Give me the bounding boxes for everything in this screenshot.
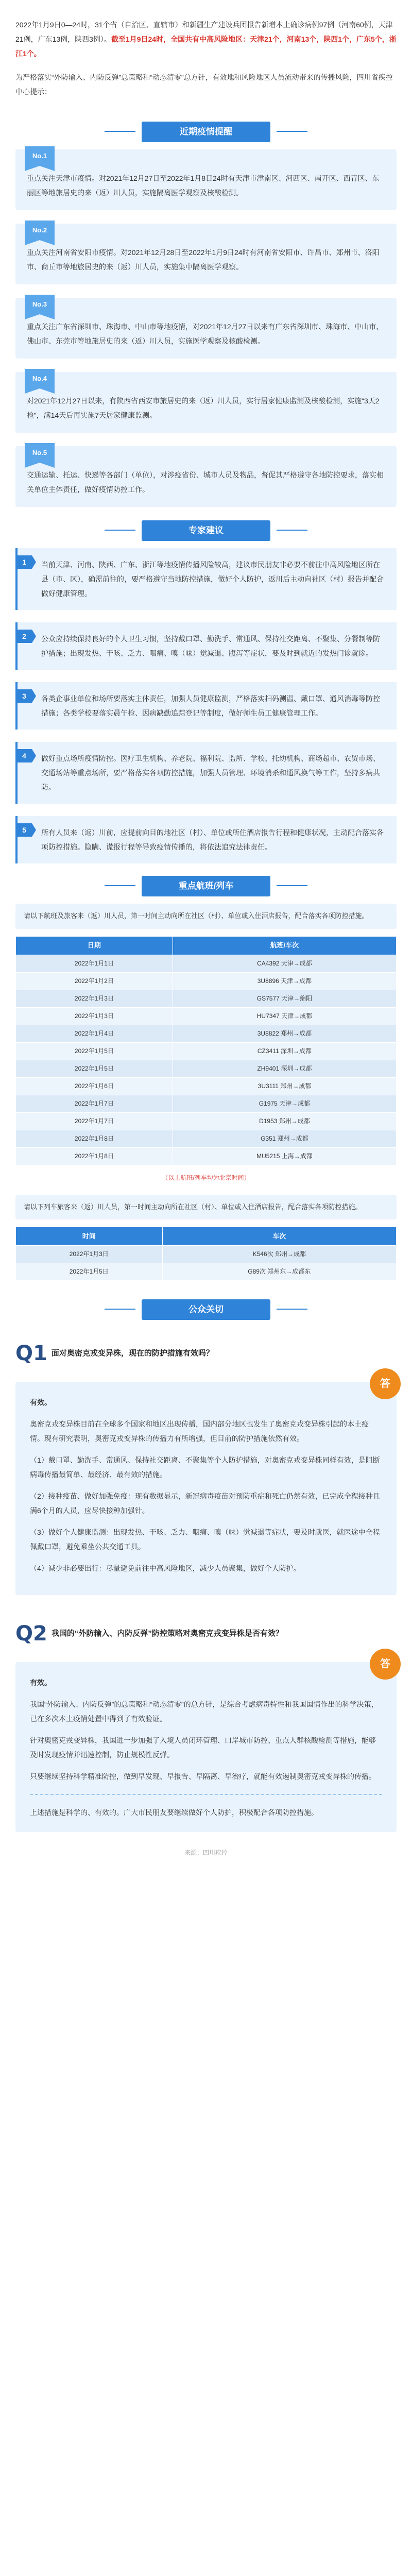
answer-paragraph: 只要继续坚持科学精准防控，做到早发现、早报告、早隔离、早治疗，就能有效遏制奥密克戎变异株的传播。 <box>30 1772 376 1781</box>
answer-paragraph: 我国“外防输入、内防反弹”的总策略和“动态清零”的总方针，是综合考虑病毒特性和我国国情作出的科学决策，已在多次本土疫情处置中得到了有效验证。 <box>30 1700 379 1723</box>
answer-paragraph: （1）戴口罩、勤洗手、常通风、保持社交距离、不聚集等个人防护措施，对奥密克戎变异株同样有效，是阻断病毒传播最简单、最经济、最有效的措施。 <box>30 1456 380 1479</box>
flights-intro: 请以下航班及旅客来（返）川人员，第一时间主动向所在社区（村）、单位或入住酒店报告，配合落实各项防控措施。 <box>15 904 397 929</box>
advice-text: 当前天津、河南、陕西、广东、浙江等地疫情传播风险较高，建议市民朋友非必要不前往中高风险地区所在县（市、区），确需前往的，要严格遵守当地防控措施，做好个人防护，返川后主动向社区（村）报告并配合做好健康管理。 <box>41 561 384 598</box>
cell-number: CZ3411 深圳→成都 <box>173 1042 396 1060</box>
reminder-card <box>15 224 397 284</box>
cell-number: HU7347 天津→成都 <box>173 1007 396 1025</box>
card-number: No.1 <box>25 146 55 166</box>
advice-number: 4 <box>16 749 32 762</box>
cell-number: 3U8822 郑州→成都 <box>173 1025 396 1042</box>
cell-date: 2022年1月6日 <box>16 1077 173 1095</box>
answer-head: 有效。 <box>30 1679 52 1687</box>
section-title-reminder: 近期疫情提醒 <box>142 122 270 142</box>
answer-tip: 上述措施是科学的、有效的。广大市民朋友要继续做好个人防护，积极配合各项防控措施。 <box>30 1794 382 1820</box>
advice-item <box>15 622 397 670</box>
advice-item <box>15 816 397 863</box>
cell-date: 2022年1月2日 <box>16 972 173 990</box>
cell-date: 2022年1月3日 <box>16 1007 173 1025</box>
table-row <box>16 1246 397 1263</box>
table-row <box>16 1077 397 1095</box>
advice-number: 5 <box>16 823 32 837</box>
card-text: 交通运输、托运、快递等各部门（单位），对涉疫省份、城市人员及物品，督促其严格遵守各地防控要求，落实相关单位主体责任，做好疫情防控工作。 <box>27 471 384 494</box>
cell-date: 2022年1月5日 <box>16 1042 173 1060</box>
advice-item <box>15 682 397 730</box>
reminder-card <box>15 298 397 359</box>
answer-head: 有效。 <box>30 1398 52 1407</box>
intro-paragraph-1 <box>15 18 397 61</box>
flights-note: （以上航班/列车均为北京时间） <box>162 1174 250 1181</box>
answer-paragraph: 奥密克戎变异株目前在全球多个国家和地区出现传播，国内部分地区也发生了奥密克戎变异株引起的本土疫情。现有研究表明，奥密克戎变异株的传播力有所增强，但目前的防护措施依然有效。 <box>30 1420 369 1443</box>
qa-item-2 <box>15 1611 397 1832</box>
question <box>15 1611 397 1657</box>
question-number: Q2 <box>15 1622 47 1646</box>
answer-box <box>15 1378 397 1595</box>
table-row <box>16 1263 397 1281</box>
column-header-date: 日期 <box>16 936 173 955</box>
question-number: Q1 <box>15 1342 47 1366</box>
table-row <box>16 1095 397 1112</box>
card-text: 重点关注广东省深圳市、珠海市、中山市等地疫情，对2021年12月27日以来有广东省深圳市、珠海市、中山市、佛山市、东莞市等地旅居史的来（返）川人员，实施医学观察及核酸检测。 <box>27 323 384 345</box>
table-row <box>16 990 397 1007</box>
reminder-card <box>15 372 397 433</box>
cell-number: K546次 郑州→成都 <box>162 1246 396 1263</box>
cell-date: 2022年1月8日 <box>16 1147 173 1165</box>
cell-date: 2022年1月3日 <box>16 1246 163 1263</box>
column-header-flight: 航班/车次 <box>173 936 396 955</box>
advice-number: 3 <box>16 689 32 703</box>
section-title-flights: 重点航班/列车 <box>142 876 270 896</box>
section-title-advice: 专家建议 <box>142 520 270 541</box>
advice-number: 1 <box>16 555 32 569</box>
cell-number: G1975 天津→成都 <box>173 1095 396 1112</box>
card-number: No.3 <box>25 295 55 314</box>
card-text: 对2021年12月27日以来，有陕西省西安市旅居史的来（返）川人员，实行居家健康监测及核酸检测，实施“3天2检”，满14天后再实施7天居家健康监测。 <box>27 397 380 419</box>
advice-number: 2 <box>16 630 32 643</box>
cell-number: ZH9401 深圳→成都 <box>173 1060 396 1077</box>
table-row <box>16 1042 397 1060</box>
table-row <box>16 1007 397 1025</box>
answer-paragraph: （3）做好个人健康监测：出现发热、干咳、乏力、咽痛、嗅（味）觉减退等症状，要及时就医，就医途中全程佩戴口罩，避免乘坐公共交通工具。 <box>30 1528 380 1551</box>
cell-date: 2022年1月1日 <box>16 955 173 972</box>
intro-cases: 2022年1月9日0—24时，31个省（自治区、直辖市）和新疆生产建设兵团报告新增本土确诊病例97例（河南60例，天津21例，广东13例，陕西3例）。 <box>15 21 393 43</box>
footer-source: 来源：四川疾控 <box>184 1849 228 1857</box>
intro <box>0 0 412 113</box>
cell-number: 3U8896 天津→成都 <box>173 972 396 990</box>
card-text: 重点关注天津市疫情。对2021年12月27日至2022年1月8日24时有天津市津南区、河西区、南开区、西青区、东丽区等地旅居史的来（返）川人员，实施隔离医学观察及核酸检测。 <box>27 174 380 197</box>
card-number: No.5 <box>25 443 55 463</box>
cell-number: MU5215 上海→成都 <box>173 1147 396 1165</box>
flights-table-body <box>16 955 397 1165</box>
cell-date: 2022年1月3日 <box>16 990 173 1007</box>
table-row <box>16 1147 397 1165</box>
column-header-time: 时间 <box>16 1227 163 1246</box>
table-row <box>16 1130 397 1147</box>
question-text: 我国的“外防输入、内防反弹”防控策略对奥密克戎变异株是否有效？ <box>51 1629 283 1638</box>
cell-date: 2022年1月7日 <box>16 1112 173 1130</box>
advice-text: 做好重点场所疫情防控。医疗卫生机构、养老院、福利院、监所、学校、托幼机构、商场超市、农贸市场、交通场站等重点场所，要严格落实各项防控措施，加强人员管理、环境消杀和通风换气等工作，坚持多病共防。 <box>41 754 380 791</box>
cell-number: 3U3111 郑州→成都 <box>173 1077 396 1095</box>
advice-text: 公众应持续保持良好的个人卫生习惯，坚持戴口罩、勤洗手、常通风、保持社交距离、不聚集、分餐制等防护措施；出现发热、干咳、乏力、咽痛、嗅（味）觉减退、腹泻等症状，要及时到就近的发热门诊就诊。 <box>41 635 380 657</box>
table-row <box>16 955 397 972</box>
table-row <box>16 1112 397 1130</box>
card-number: No.4 <box>25 369 55 388</box>
table-row <box>16 1060 397 1077</box>
advice-list <box>0 548 412 863</box>
question <box>15 1330 397 1377</box>
trains-intro: 请以下列车旅客来（返）川人员，第一时间主动向所在社区（村）、单位或入住酒店报告，配合落实各项防控措施。 <box>15 1195 397 1220</box>
card-number: No.2 <box>25 221 55 240</box>
advice-text: 各类企事业单位和场所要落实主体责任，加强人员健康监测，严格落实扫码测温、戴口罩、通风消毒等防控措施；各类学校要落实晨午检、因病缺勤追踪登记等制度，做好师生员工健康管理工作。 <box>41 694 380 717</box>
advice-item <box>15 742 397 804</box>
answer-box <box>15 1658 397 1832</box>
question-text: 面对奥密克戎变异株，现在的防护措施有效吗？ <box>51 1349 214 1358</box>
answer-badge-icon: 答 <box>370 1649 401 1680</box>
cell-number: G89次 郑州东→成都东 <box>162 1263 396 1281</box>
cell-number: D1953 郑州→成都 <box>173 1112 396 1130</box>
cell-date: 2022年1月7日 <box>16 1095 173 1112</box>
intro-risk-areas: 截至1月9日24时，全国共有中高风险地区：天津21个，河南13个，陕西1个，广东5个，浙江1个。 <box>15 35 397 58</box>
answer-badge-icon: 答 <box>370 1368 401 1399</box>
answer-paragraph: 针对奥密克戎变异株，我国进一步加强了入境人员闭环管理、口岸城市防控、重点人群核酸检测等措施，能够及时发现疫情并迅速控制，防止规模性反弹。 <box>30 1736 376 1759</box>
trains-table <box>15 1227 397 1281</box>
trains-table-body <box>16 1246 397 1281</box>
cell-date: 2022年1月5日 <box>16 1060 173 1077</box>
table-row <box>16 972 397 990</box>
card-text: 重点关注河南省安阳市疫情。对2021年12月28日至2022年1月9日24时有河南省安阳市、许昌市、郑州市、洛阳市、商丘市等地旅居史的来（返）川人员，实施集中隔离医学观察。 <box>27 248 380 271</box>
section-title-qa: 公众关切 <box>142 1299 270 1320</box>
reminder-card <box>15 446 397 507</box>
cell-number: CA4392 天津→成都 <box>173 955 396 972</box>
cell-date: 2022年1月8日 <box>16 1130 173 1147</box>
flights-table <box>15 936 397 1165</box>
answer-paragraph: （2）接种疫苗、做好加强免疫：现有数据显示，新冠病毒疫苗对预防重症和死亡仍然有效，已完成全程接种且满6个月的人员，应尽快接种加强针。 <box>30 1492 380 1515</box>
intro-paragraph-2: 为严格落实“外防输入、内防反弹”总策略和“动态清零”总方针，有效地和风险地区人员流动带来的传播风险，四川省疾控中心提示： <box>15 73 393 96</box>
answer-paragraph: （4）减少非必要出行：尽量避免前往中高风险地区，减少人员聚集，做好个人防护。 <box>30 1564 301 1573</box>
advice-text: 所有人员来（返）川前，应提前向目的地社区（村）、单位或所住酒店报告行程和健康状况，主动配合落实各项防控措施。隐瞒、谎报行程等导致疫情传播的，将依法追究法律责任。 <box>41 828 384 851</box>
table-row <box>16 1025 397 1042</box>
cell-date: 2022年1月5日 <box>16 1263 163 1281</box>
cell-number: GS7577 天津→绵阳 <box>173 990 396 1007</box>
advice-item <box>15 548 397 610</box>
cell-date: 2022年1月4日 <box>16 1025 173 1042</box>
reminder-card <box>15 149 397 210</box>
qa-item-1 <box>15 1330 397 1595</box>
column-header-train: 车次 <box>162 1227 396 1246</box>
reminder-cards <box>0 149 412 507</box>
cell-number: G351 郑州→成都 <box>173 1130 396 1147</box>
